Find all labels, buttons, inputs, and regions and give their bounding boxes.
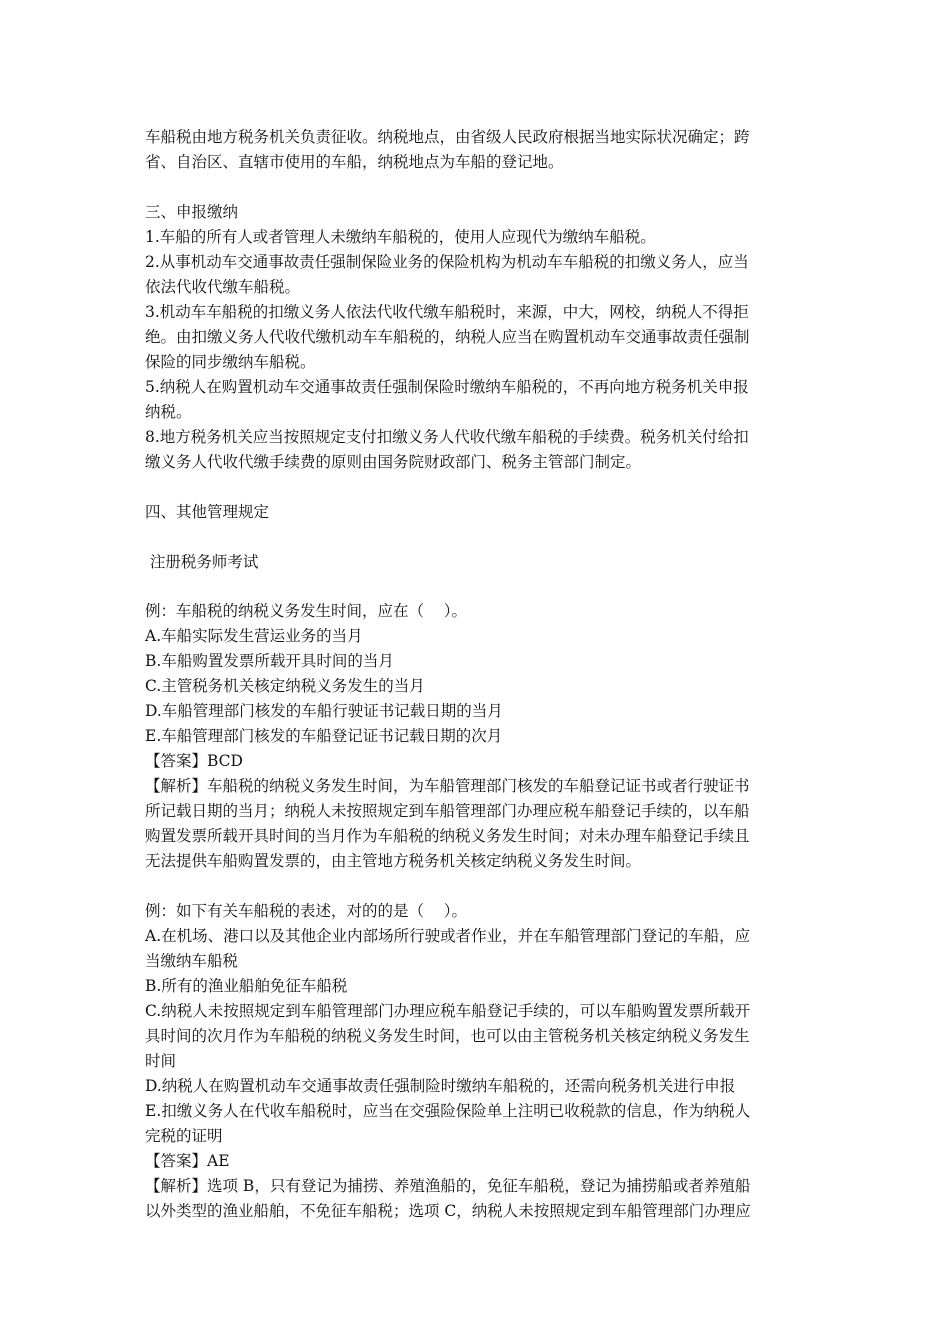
section-heading: 四、其他管理规定 (145, 503, 270, 521)
text-line: 保险的同步缴纳车船税。 (145, 353, 316, 371)
section-heading: 三、申报缴纳 (145, 203, 239, 221)
option-line: 完税的证明 (145, 1127, 223, 1145)
answer-line: 【答案】AE (145, 1152, 230, 1170)
question-stem: 例：如下有关车船税的表述，对的的是（ ）。 (145, 902, 467, 920)
analysis-line: 以外类型的渔业船舶，不免征车船税；选项 C，纳税人未按照规定到车船管理部门办理应 (145, 1202, 751, 1220)
answer-line: 【答案】BCD (145, 752, 243, 770)
text-line: 2.从事机动车交通事故责任强制保险业务的保险机构为机动车车船税的扣缴义务人，应当 (145, 253, 749, 271)
text-line: 绝。由扣缴义务人代收代缴机动车车船税的，纳税人应当在购置机动车交通事故责任强制 (145, 328, 750, 346)
analysis-line: 无法提供车船购置发票的，由主管地方税务机关核定纳税义务发生时间。 (145, 852, 642, 870)
text-line: 缴义务人代收代缴手续费的原则由国务院财政部门、税务主管部门制定。 (145, 453, 642, 471)
text-line: 1.车船的所有人或者管理人未缴纳车船税的，使用人应现代为缴纳车船税。 (145, 228, 656, 246)
question-stem: 例：车船税的纳税义务发生时间，应在（ ）。 (145, 602, 467, 620)
option-line: C.主管税务机关核定纳税义务发生的当月 (145, 677, 425, 695)
analysis-line: 购置发票所载开具时间的当月作为车船税的纳税义务发生时间；对未办理车船登记手续且 (145, 827, 750, 845)
text-line: 依法代收代缴车船税。 (145, 278, 301, 296)
analysis-line: 【解析】车船税的纳税义务发生时间，为车船管理部门核发的车船登记证书或者行驶证书 (145, 777, 750, 795)
option-line: A.在机场、港口以及其他企业内部场所行驶或者作业，并在车船管理部门登记的车船，应 (145, 927, 751, 945)
option-line: C.纳税人未按照规定到车船管理部门办理应税车船登记手续的，可以车船购置发票所载开 (145, 1002, 751, 1020)
option-line: 具时间的次月作为车船税的纳税义务发生时间，也可以由主管税务机关核定纳税义务发生 (145, 1027, 750, 1045)
option-line: E.车船管理部门核发的车船登记证书记载日期的次月 (145, 727, 503, 745)
analysis-line: 【解析】选项 B，只有登记为捕捞、养殖渔船的，免征车船税，登记为捕捞船或者养殖船 (145, 1177, 751, 1195)
option-line: B.所有的渔业船舶免征车船税 (145, 977, 348, 995)
option-line: B.车船购置发票所载开具时间的当月 (145, 652, 394, 670)
option-line: D.纳税人在购置机动车交通事故责任强制险时缴纳车船税的，还需向税务机关进行申报 (145, 1077, 736, 1095)
option-line: D.车船管理部门核发的车船行驶证书记载日期的当月 (145, 702, 503, 720)
analysis-line: 所记载日期的当月；纳税人未按照规定到车船管理部门办理应税车船登记手续的，以车船 (145, 802, 750, 820)
text-line: 注册税务师考试 (145, 553, 259, 571)
text-line: 纳税。 (145, 403, 192, 421)
text-line: 8.地方税务机关应当按照规定支付扣缴义务人代收代缴车船税的手续费。税务机关付给扣 (145, 428, 749, 446)
option-line: 时间 (145, 1052, 177, 1070)
text-line: 3.机动车车船税的扣缴义务人依法代收代缴车船税时，来源，中大，网校，纳税人不得拒 (145, 303, 749, 321)
text-line: 省、自治区、直辖市使用的车船，纳税地点为车船的登记地。 (145, 153, 564, 171)
option-line: A.车船实际发生营运业务的当月 (145, 627, 363, 645)
text-line: 5.纳税人在购置机动车交通事故责任强制保险时缴纳车船税的，不再向地方税务机关申报 (145, 378, 749, 396)
option-line: 当缴纳车船税 (145, 952, 239, 970)
text-line: 车船税由地方税务机关负责征收。纳税地点，由省级人民政府根据当地实际状况确定；跨 (145, 128, 750, 146)
option-line: E.扣缴义务人在代收车船税时，应当在交强险保险单上注明已收税款的信息，作为纳税人 (145, 1102, 751, 1120)
